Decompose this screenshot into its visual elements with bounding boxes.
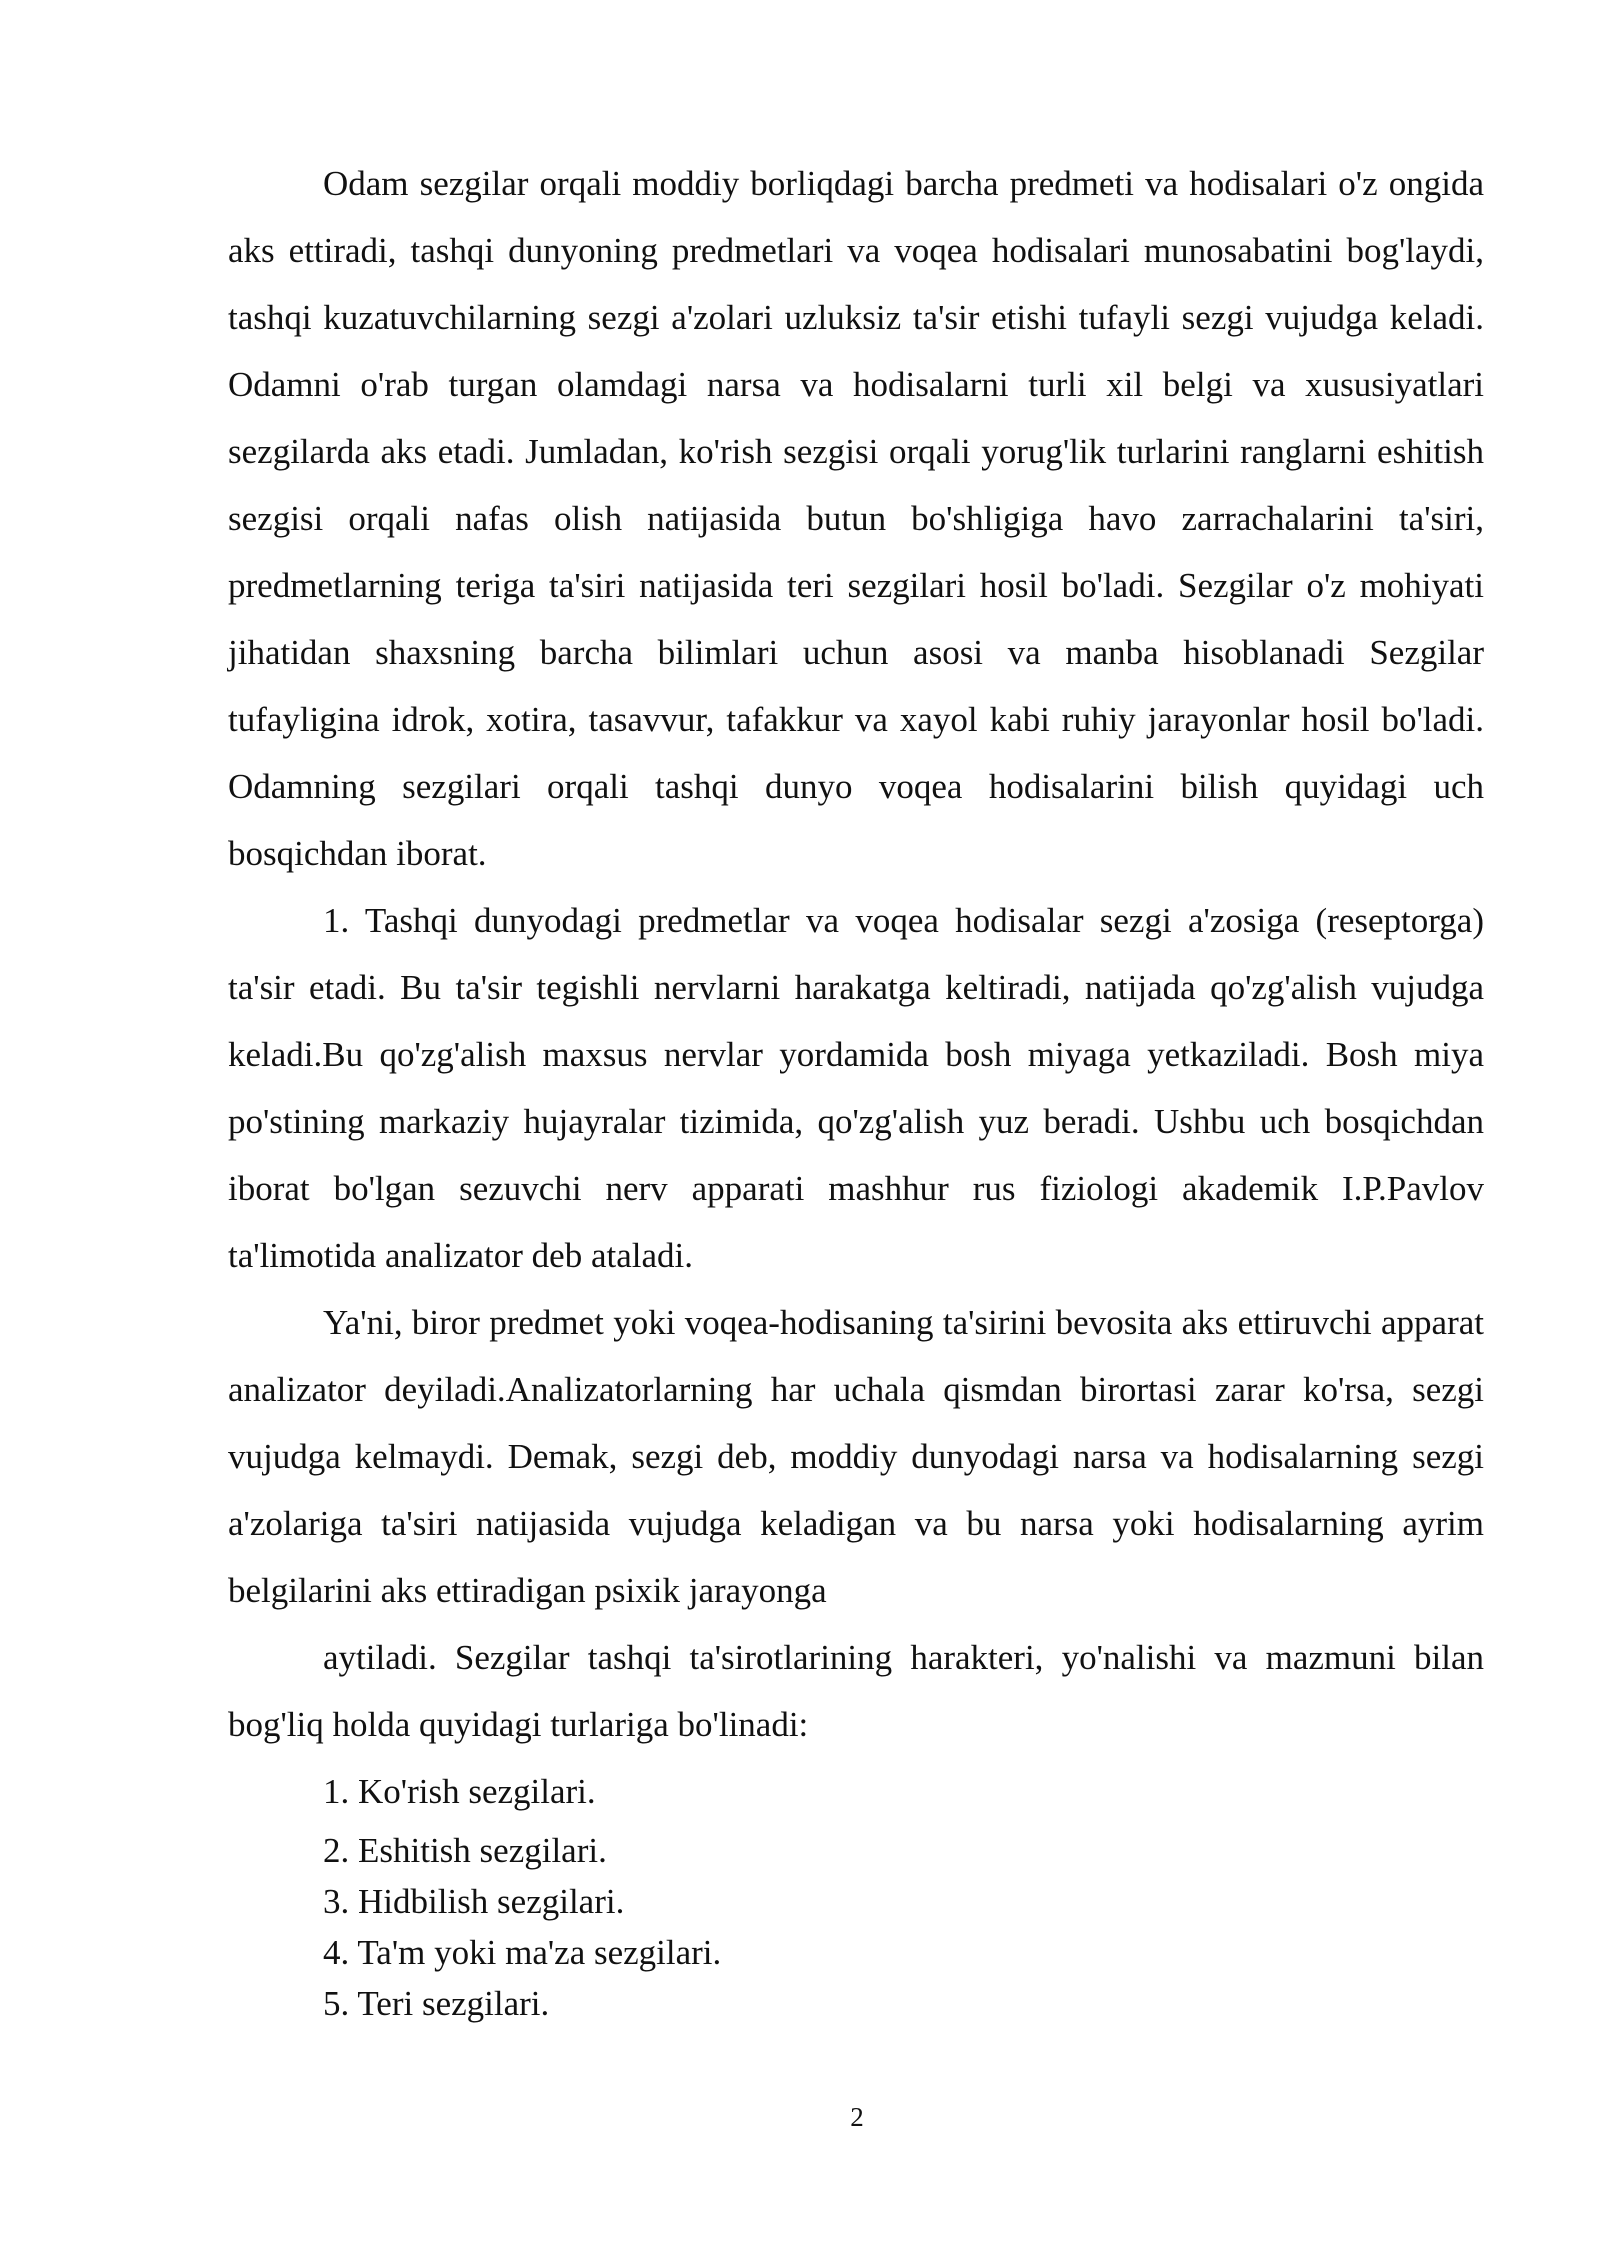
list-item: 2. Eshitish sezgilari. [323,1831,607,1870]
list-item: 5. Teri sezgilari. [323,1984,550,2023]
list-item: 1. Ko'rish sezgilari. [323,1772,596,1811]
document-page [228,150,1484,2029]
list-item: 3. Hidbilish sezgilari. [323,1882,625,1921]
sense-types-list [228,1758,1484,2029]
paragraph-sense-types: aytiladi. Sezgilar tashqi ta'sirotlarining harakteri, yo'nalishi va mazmuni bilan bog'liq holda quyidagi turlariga bo'linadi: [228,1638,1484,1744]
paragraph-analyzer-definition: Ya'ni, biror predmet yoki voqea-hodisaning ta'sirini bevosita aks ettiruvchi apparat analizator deyiladi.Analizatorlarning har uchala qismdan birortasi zarar ko'rsa, sezgi vujudga kelmaydi. Demak, sezgi deb, moddiy dunyodagi narsa va hodisalarning sezgi a'zolariga ta'siri natijasida vujudga keladigan va bu narsa yoki hodisalarning ayrim belgilarini aks ettiradigan psixik jarayonga [228,1303,1484,1610]
page-number: 2 [850,2102,864,2132]
paragraph-analyzer-stages: 1. Tashqi dunyodagi predmetlar va voqea hodisalar sezgi a'zosiga (reseptorga) ta'sir etadi. Bu ta'sir tegishli nervlarni harakatga keltiradi, natijada qo'zg'alish vujudga keladi.Bu qo'zg'alish maxsus nervlar yordamida bosh miyaga yetkaziladi. Bosh miya po'stining markaziy hujayralar tizimida, qo'zg'alish yuz beradi. Ushbu uch bosqichdan iborat bo'lgan sezuvchi nerv apparati mashhur rus fiziologi akademik I.P.Pavlov ta'limotida analizator deb ataladi. [228,901,1484,1275]
paragraph-senses-intro: Odam sezgilar orqali moddiy borliqdagi barcha predmeti va hodisalari o'z ongida aks ettiradi, tashqi dunyoning predmetlari va voqea hodisalari munosabatini bog'laydi, tashqi kuzatuvchilarning sezgi a'zolari uzluksiz ta'sir etishi tufayli sezgi vujudga keladi. Odamni o'rab turgan olamdagi narsa va hodisalarni turli xil belgi va xususiyatlari sezgilarda aks etadi. Jumladan, ko'rish sezgisi orqali yorug'lik turlarini ranglarni eshitish sezgisi orqali nafas olish natijasida butun bo'shligiga havo zarrachalarini ta'siri, predmetlarning teriga ta'siri natijasida teri sezgilari hosil bo'ladi. Sezgilar o'z mohiyati jihatidan shaxsning barcha bilimlari uchun asosi va manba hisoblanadi Sezgilar tufayligina idrok, xotira, tasavvur, tafakkur va xayol kabi ruhiy jarayonlar hosil bo'ladi. Odamning sezgilari orqali tashqi dunyo voqea hodisalarini bilish quyidagi uch bosqichdan iborat. [228,164,1484,873]
list-item: 4. Ta'm yoki ma'za sezgilari. [323,1933,722,1972]
